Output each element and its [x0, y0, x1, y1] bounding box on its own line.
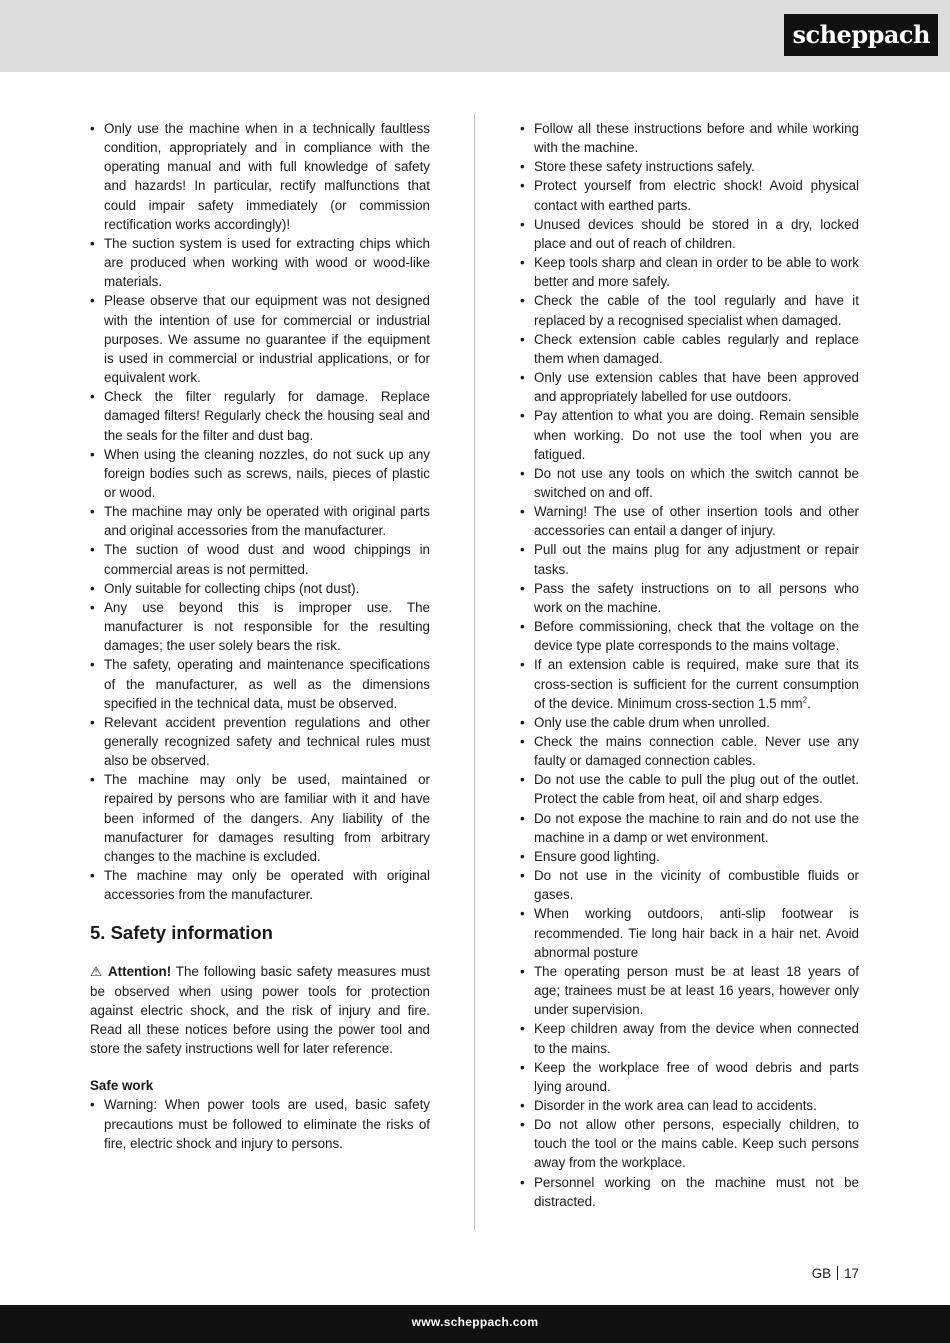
left-column: [90, 119, 430, 1153]
extension-cable-end: .: [807, 695, 811, 711]
left-bullet-list: [90, 119, 430, 904]
list-item: • Keep tools sharp and clean in order to be able to work better and more safely.: [520, 253, 859, 291]
list-item: • Any use beyond this is improper use. The manufacturer is not responsible for the resulting damages; the user solely bears the risk.: [90, 598, 430, 655]
list-item: • Warning! The use of other insertion tools and other accessories can entail a danger of injury.: [520, 502, 859, 540]
header-band: [0, 0, 950, 72]
page-number: 17: [844, 1266, 859, 1281]
list-item: • Only suitable for collecting chips (not dust).: [90, 579, 430, 598]
attention-label: Attention!: [107, 964, 172, 980]
list-item: • Warning: When power tools are used, basic safety precautions must be followed to eliminate the risks of fire, electric shock and injury to persons.: [90, 1095, 430, 1152]
list-item: • Relevant accident prevention regulations and other generally recognized safety and technical rules must also be observed.: [90, 713, 430, 770]
list-item: • The operating person must be at least 18 years of age; trainees must be at least 16 years, however only under supervision.: [520, 962, 859, 1019]
list-item: • Pull out the mains plug for any adjustment or repair tasks.: [520, 540, 859, 578]
list-item: • Unused devices should be stored in a dry, locked place and out of reach of children.: [520, 215, 859, 253]
list-item: • Store these safety instructions safely.: [520, 157, 859, 176]
list-item: • Protect yourself from electric shock! Avoid physical contact with earthed parts.: [520, 176, 859, 214]
safe-work-list: [90, 1095, 430, 1152]
section-title: 5. Safety information: [90, 922, 273, 944]
brand-logo: scheppach: [784, 14, 938, 56]
list-item: • The machine may only be used, maintained or repaired by persons who are familiar with it and have been informed of the dangers. Any liability of the manufacturer for damages resulting from arbitrary changes to the machine is excluded.: [90, 770, 430, 866]
list-item: • Only use the machine when in a technically faultless condition, appropriately and in compliance with the operating manual and with full knowledge of safety and hazards! In particular, rectify malfunctions that could impair safety immediately (or commission rectification works accordingly)!: [90, 119, 430, 234]
list-item: • Keep children away from the device when connected to the mains.: [520, 1019, 859, 1057]
list-item: • Do not allow other persons, especially children, to touch the tool or the mains cable. Keep such persons away from the workplace.: [520, 1115, 859, 1172]
attention-paragraph: [90, 962, 430, 1058]
list-item: • The machine may only be operated with original accessories from the manufacturer.: [90, 866, 430, 904]
superscript-2: 2: [802, 695, 808, 705]
list-item: • The machine may only be operated with original parts and original accessories from the manufacturer.: [90, 502, 430, 540]
list-item: • Check extension cable cables regularly and replace them when damaged.: [520, 330, 859, 368]
list-item: • Only use the cable drum when unrolled.: [520, 713, 859, 732]
list-item: • Keep the workplace free of wood debris and parts lying around.: [520, 1058, 859, 1096]
extension-cable-text: If an extension cable is required, make sure that its cross-section is sufficient for the current consumption of the device. Minimum cross-section 1.5 mm: [534, 657, 859, 711]
website-link[interactable]: www.scheppach.com: [411, 1315, 539, 1329]
list-item: • Personnel working on the machine must not be distracted.: [520, 1173, 859, 1211]
page-number-footer: [812, 1264, 859, 1283]
list-item: • Before commissioning, check that the voltage on the device type plate corresponds to the mains voltage.: [520, 617, 859, 655]
list-item: • Check the cable of the tool regularly and have it replaced by a recognised specialist when damaged.: [520, 291, 859, 329]
list-item: • Do not use in the vicinity of combustible fluids or gases.: [520, 866, 859, 904]
attention-text: The following basic safety measures must be observed when using power tools for protection against electric shock, and the risk of injury and fire. Read all these notices before using the power tool and store the safety instructions well for later reference.: [90, 964, 430, 1057]
list-item: • Check the mains connection cable. Never use any faulty or damaged connection cables.: [520, 732, 859, 770]
list-item: • Please observe that our equipment was not designed with the intention of use for commercial or industrial purposes. We assume no guarantee if the equipment is used in commercial or industrial applications, or for equivalent work.: [90, 291, 430, 387]
list-item: • Disorder in the work area can lead to accidents.: [520, 1096, 859, 1115]
list-item: • Do not use the cable to pull the plug out of the outlet. Protect the cable from heat, oil and sharp edges.: [520, 770, 859, 808]
list-item: • The safety, operating and maintenance specifications of the manufacturer, as well as the dimensions specified in the technical data, must be observed.: [90, 655, 430, 712]
list-item: • Check the filter regularly for damage. Replace damaged filters! Regularly check the housing seal and the seals for the filter and dust bag.: [90, 387, 430, 444]
separator: [837, 1266, 838, 1280]
right-column: [520, 119, 859, 1211]
warning-triangle-icon: ⚠: [90, 964, 104, 980]
list-item: • Do not use any tools on which the switch cannot be switched on and off.: [520, 464, 859, 502]
list-item-extension-cable: [520, 655, 859, 712]
list-item: • The suction of wood dust and wood chippings in commercial areas is not permitted.: [90, 540, 430, 578]
right-bullet-list: [520, 119, 859, 1211]
safe-work-heading: Safe work: [90, 1078, 154, 1094]
list-item: • The suction system is used for extracting chips which are produced when working with wood or wood-like materials.: [90, 234, 430, 291]
list-item: • Only use extension cables that have been approved and appropriately labelled for use outdoors.: [520, 368, 859, 406]
language-code: GB: [811, 1266, 832, 1281]
list-item: • Pay attention to what you are doing. Remain sensible when working. Do not use the tool when you are fatigued.: [520, 406, 859, 463]
footer-band: [0, 1305, 950, 1343]
list-item: • When using the cleaning nozzles, do not suck up any foreign bodies such as screws, nails, pieces of plastic or wood.: [90, 445, 430, 502]
list-item: • Ensure good lighting.: [520, 847, 859, 866]
list-item: • Pass the safety instructions on to all persons who work on the machine.: [520, 579, 859, 617]
list-item: • Do not expose the machine to rain and do not use the machine in a damp or wet environment.: [520, 809, 859, 847]
list-item: • When working outdoors, anti-slip footwear is recommended. Tie long hair back in a hair net. Avoid abnormal posture: [520, 904, 859, 961]
list-item: • Follow all these instructions before and while working with the machine.: [520, 119, 859, 157]
column-divider: [474, 114, 475, 1230]
